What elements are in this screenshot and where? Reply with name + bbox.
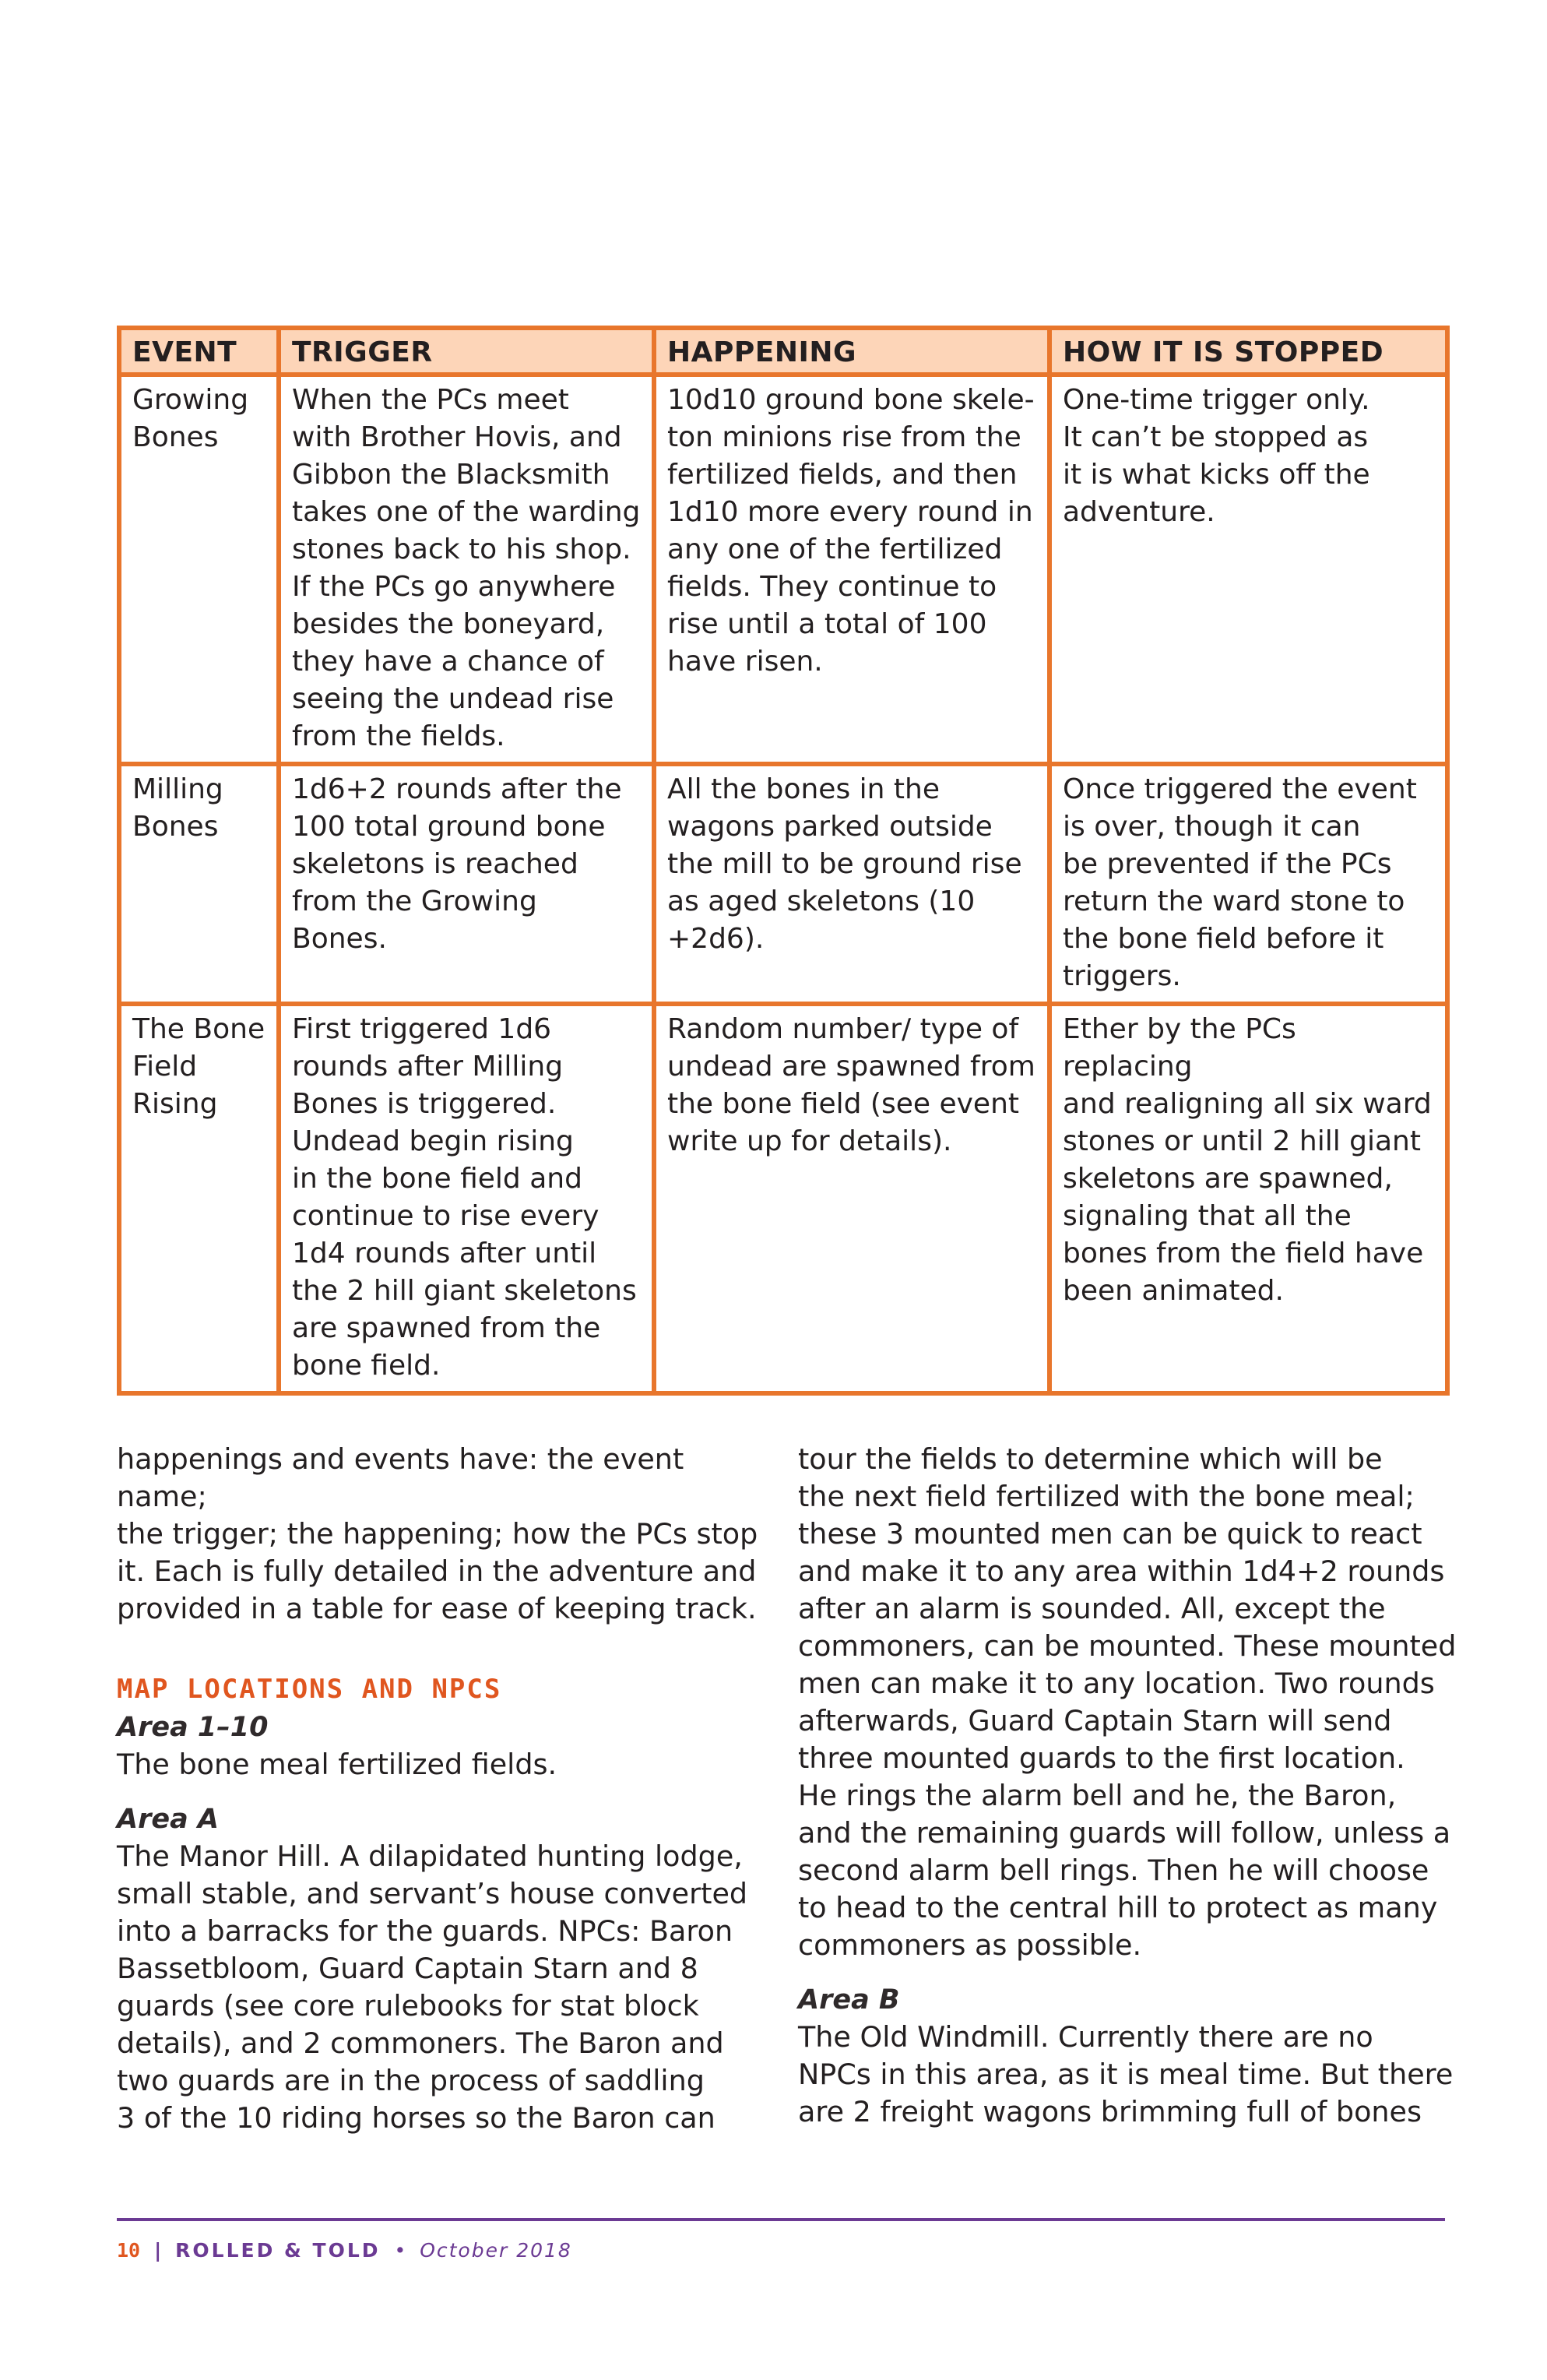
- cell-line: the bone field before it: [1063, 923, 1384, 955]
- cell-line: Field: [132, 1051, 198, 1083]
- cell-line: signaling that all the: [1063, 1200, 1352, 1232]
- text-line: details), and 2 commoners. The Baron and: [117, 2026, 724, 2060]
- text-line: The Old Windmill. Currently there are no: [798, 2020, 1373, 2054]
- cell-line: +2d6).: [667, 923, 765, 955]
- cell-line: undead are spawned from: [667, 1051, 1035, 1083]
- cell-line: fertilized fields, and then: [667, 459, 1018, 491]
- section-heading-map-locations: MAP LOCATIONS AND NPCS: [117, 1674, 502, 1705]
- header-happening: HAPPENING: [654, 328, 1049, 375]
- cell-line: is over, though it can: [1063, 811, 1361, 843]
- cell-line: bone field.: [292, 1350, 441, 1382]
- text-line: these 3 mounted men can be quick to react: [798, 1517, 1422, 1551]
- cell-line: stones back to his shop.: [292, 533, 631, 565]
- cell-line: wagons parked outside: [667, 811, 993, 843]
- cell-line: it is what kicks off the: [1063, 459, 1370, 491]
- text-line: afterwards, Guard Captain Starn will send: [798, 1704, 1392, 1737]
- cell-how-stopped: [1049, 764, 1447, 1004]
- cell-how-stopped: [1049, 375, 1447, 764]
- cell-line: in the bone field and: [292, 1163, 582, 1195]
- text-line: into a barracks for the guards. NPCs: Baron: [117, 1914, 733, 1948]
- cell-line: If the PCs go anywhere: [292, 571, 616, 603]
- text-line: He rings the alarm bell and he, the Baron,: [798, 1779, 1397, 1812]
- table-row: [119, 375, 1447, 764]
- cell-line: All the bones in the: [667, 773, 940, 805]
- cell-line: the bone field (see event: [667, 1088, 1020, 1120]
- cell-line: Rising: [132, 1088, 218, 1120]
- cell-line: Gibbon the Blacksmith: [292, 459, 610, 491]
- table-row: [119, 1004, 1447, 1393]
- cell-line: be prevented if the PCs: [1063, 848, 1392, 880]
- cell-line: triggers.: [1063, 960, 1181, 992]
- text-line: to head to the central hill to protect as many: [798, 1891, 1438, 1924]
- cell-line: First triggered 1d6: [292, 1013, 552, 1045]
- cell-line: Milling: [132, 773, 223, 805]
- cell-line: and realigning all six ward: [1063, 1088, 1432, 1120]
- cell-line: takes one of the warding: [292, 496, 641, 528]
- events-table: [117, 326, 1450, 1396]
- text-line: it. Each is fully detailed in the adventure and: [117, 1554, 757, 1588]
- cell-line: the mill to be ground rise: [667, 848, 1022, 880]
- cell-line: adventure.: [1063, 496, 1215, 528]
- table-row: [119, 764, 1447, 1004]
- cell-event: [119, 764, 279, 1004]
- cell-line: been animated.: [1063, 1275, 1284, 1307]
- text-line: provided in a table for ease of keeping track.: [117, 1592, 757, 1625]
- cell-line: the 2 hill giant skeletons: [292, 1275, 637, 1307]
- page-number: 10: [117, 2239, 141, 2262]
- text-line: two guards are in the process of saddling: [117, 2064, 705, 2097]
- cell-line: besides the boneyard,: [292, 608, 605, 640]
- text-line: NPCs in this area, as it is meal time. But there: [798, 2058, 1454, 2091]
- right-column: [798, 1441, 1460, 2131]
- cell-line: as aged skeletons (10: [667, 885, 976, 917]
- cell-line: rounds after Milling: [292, 1051, 564, 1083]
- cell-line: Bones is triggered.: [292, 1088, 557, 1120]
- cell-line: Bones: [132, 421, 219, 453]
- cell-line: write up for details).: [667, 1125, 952, 1157]
- text-line: and make it to any area within 1d4+2 rounds: [798, 1554, 1445, 1588]
- text-line: happenings and events have: the event name;: [117, 1442, 684, 1513]
- cell-happening: [654, 375, 1049, 764]
- cell-line: Undead begin rising: [292, 1125, 574, 1157]
- cell-line: from the Growing Bones.: [292, 885, 537, 955]
- area-a-paragraph: [117, 1838, 763, 2137]
- text-line: commoners as possible.: [798, 1928, 1142, 1962]
- cell-line: 1d4 rounds after until: [292, 1238, 597, 1269]
- header-event: EVENT: [119, 328, 279, 375]
- cell-event: [119, 1004, 279, 1393]
- cell-line: 1d6+2 rounds after the: [292, 773, 622, 805]
- text-line: the trigger; the happening; how the PCs stop: [117, 1517, 758, 1551]
- text-line: men can make it to any location. Two rounds: [798, 1667, 1435, 1700]
- text-line: commoners, can be mounted. These mounted: [798, 1629, 1457, 1663]
- text-line: after an alarm is sounded. All, except the: [798, 1592, 1386, 1625]
- cell-line: are spawned from the: [292, 1312, 601, 1344]
- cell-line: fields. They continue to: [667, 571, 997, 603]
- cell-happening: [654, 1004, 1049, 1393]
- cell-line: seeing the undead rise: [292, 683, 614, 715]
- area-b-paragraph: [798, 2019, 1460, 2131]
- text-line: tour the fields to determine which will be: [798, 1442, 1383, 1476]
- magazine-name: ROLLED & TOLD: [175, 2239, 381, 2262]
- cell-trigger: [279, 764, 654, 1004]
- text-line: small stable, and servant’s house converted: [117, 1877, 748, 1910]
- cell-line: Random number/ type of: [667, 1013, 1019, 1045]
- cell-line: Once triggered the event: [1063, 773, 1417, 805]
- text-line: three mounted guards to the first location.: [798, 1741, 1405, 1775]
- cell-line: any one of the fertilized: [667, 533, 1003, 565]
- header-trigger: TRIGGER: [279, 328, 654, 375]
- text-line: and the remaining guards will follow, unless a: [798, 1816, 1451, 1850]
- cell-line: ton minions rise from the: [667, 421, 1021, 453]
- footer-divider: [117, 2218, 1445, 2221]
- cell-how-stopped: [1049, 1004, 1447, 1393]
- cell-line: 100 total ground bone: [292, 811, 606, 843]
- intro-paragraph: [117, 1441, 763, 1628]
- area-a-heading: Area A: [117, 1804, 219, 1835]
- text-line: The bone meal fertilized fields.: [117, 1748, 557, 1781]
- table-header-row: [119, 328, 1447, 375]
- cell-line: continue to rise every: [292, 1200, 599, 1232]
- footer-bullet: •: [394, 2239, 406, 2262]
- cell-line: Growing: [132, 384, 249, 416]
- cell-line: The Bone: [132, 1013, 265, 1045]
- cell-line: return the ward stone to: [1063, 885, 1405, 917]
- cell-line: When the PCs meet: [292, 384, 569, 416]
- cell-trigger: [279, 1004, 654, 1393]
- text-line: Bassetbloom, Guard Captain Starn and 8: [117, 1952, 698, 1985]
- cell-line: bones from the field have: [1063, 1238, 1424, 1269]
- cell-happening: [654, 764, 1049, 1004]
- cell-trigger: [279, 375, 654, 764]
- cell-event: [119, 375, 279, 764]
- text-line: guards (see core rulebooks for stat block: [117, 1989, 699, 2023]
- text-line: 3 of the 10 riding horses so the Baron can: [117, 2101, 715, 2135]
- cell-line: they have a chance of: [292, 646, 604, 678]
- cell-line: It can’t be stopped as: [1063, 421, 1369, 453]
- header-how-stopped: HOW IT IS STOPPED: [1049, 328, 1447, 375]
- text-line: the next field fertilized with the bone meal;: [798, 1480, 1415, 1513]
- area-1-10-heading: Area 1–10: [117, 1712, 269, 1743]
- cell-line: 10d10 ground bone skele-: [667, 384, 1035, 416]
- cell-line: One-time trigger only.: [1063, 384, 1370, 416]
- cell-line: with Brother Hovis, and: [292, 421, 622, 453]
- cell-line: have risen.: [667, 646, 823, 678]
- footer-separator: |: [154, 2239, 162, 2262]
- text-line: are 2 freight wagons brimming full of bones: [798, 2095, 1422, 2128]
- cell-line: skeletons is reached: [292, 848, 578, 880]
- area-b-heading: Area B: [798, 1984, 900, 2016]
- text-line: second alarm bell rings. Then he will choose: [798, 1854, 1429, 1887]
- page-footer: [117, 2235, 572, 2266]
- left-column: [117, 1441, 763, 2137]
- issue-date: October 2018: [420, 2239, 572, 2262]
- area-a-continued-paragraph: [798, 1441, 1460, 1964]
- cell-line: 1d10 more every round in: [667, 496, 1033, 528]
- cell-line: skeletons are spawned,: [1063, 1163, 1393, 1195]
- cell-line: rise until a total of 100: [667, 608, 987, 640]
- cell-line: from the fields.: [292, 720, 505, 752]
- text-line: The Manor Hill. A dilapidated hunting lodge,: [117, 1840, 743, 1873]
- cell-line: Bones: [132, 811, 219, 843]
- cell-line: stones or until 2 hill giant: [1063, 1125, 1421, 1157]
- cell-line: Ether by the PCs replacing: [1063, 1013, 1296, 1083]
